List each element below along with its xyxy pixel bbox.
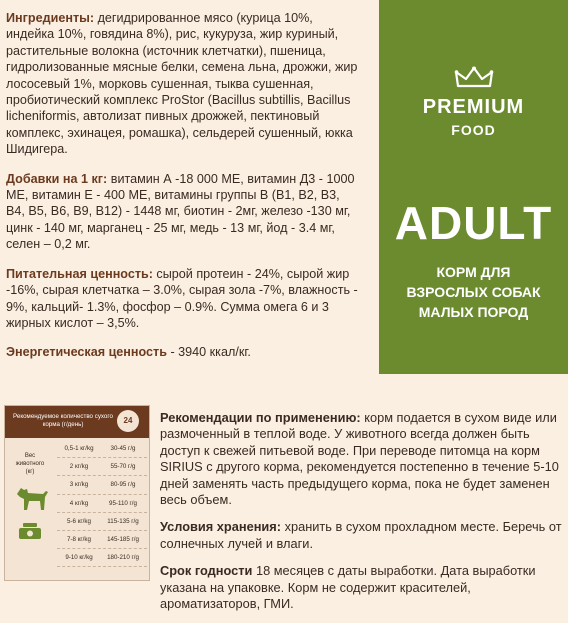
- feeding-row-weight: 9-10 кг/kg: [65, 554, 93, 562]
- nutrition-text: сырой протеин - 24%, сырой жир -16%, сырая клетчатка – 3.0%, сырая зола -7%, влажность - 9%, кальций- 1.3%, фосфор – 0.9%. Сумма омега 6 и 3 жирных кислот – 3,5%.: [6, 266, 358, 330]
- desc-line-1: КОРМ ДЛЯ: [436, 264, 511, 280]
- dog-icon: [11, 480, 51, 516]
- energy-label: Энергетическая ценность: [6, 345, 167, 360]
- product-description: [379, 262, 568, 322]
- food-label: FOOD: [451, 122, 496, 138]
- feeding-row-grams: 55-70 г/g: [110, 463, 136, 471]
- storage-paragraph: [160, 519, 564, 552]
- feeding-row: [57, 549, 147, 567]
- feeding-row-grams: 80-95 г/g: [110, 481, 136, 489]
- feeding-row-grams: 95-110 г/g: [109, 499, 137, 507]
- feeding-row: [57, 531, 147, 549]
- feeding-row-weight: 4 кг/kg: [69, 499, 89, 507]
- feeding-table-header: [5, 406, 149, 438]
- composition-column: [6, 10, 362, 374]
- desc-line-2: ВЗРОСЛЫХ СОБАК: [406, 284, 541, 300]
- additives-paragraph: [6, 171, 362, 253]
- usage-paragraph: [160, 410, 564, 508]
- feeding-row-weight: 0,5-1 кг/kg: [64, 445, 94, 452]
- shelf-text: 18 месяцев с даты выработки. Дата выработки указана на упаковке. Корм не содержит красителей, ароматизаторов, ГМИ.: [160, 563, 536, 612]
- feeding-row: [57, 458, 147, 476]
- brand-panel: [379, 0, 568, 374]
- ingredients-paragraph: [6, 10, 362, 158]
- recommendations-column: [160, 410, 564, 623]
- feeding-row-grams: 115-135 г/g: [107, 517, 139, 525]
- feeding-row-grams: 30-45 г/g: [110, 445, 136, 452]
- nutrition-label: Питательная ценность:: [6, 266, 153, 281]
- feeding-row: [57, 476, 147, 494]
- usage-label: Рекомендации по применению:: [160, 410, 361, 425]
- additives-text: витамин А -18 000 МЕ, витамин Д3 - 1000 МЕ, витамин Е - 400 МЕ, витамины группы В (B1, B2, B3, B4, B5, B6, B9, B12) - 1448 мг, биотин - 2мг, железо -130 мг, цинк - 140 мг, марганец - 25 мг, медь - 13 мг, йод - 3.4 мг, селен – 0,2 мг.: [6, 171, 355, 252]
- energy-text: - 3940 ккал/кг.: [166, 345, 251, 360]
- shelf-life-paragraph: [160, 563, 564, 612]
- storage-label: Условия хранения:: [160, 519, 282, 535]
- feeding-table: [4, 405, 150, 581]
- feeding-row-grams: 180-210 г/g: [107, 554, 139, 562]
- ingredients-text: дегидрированное мясо (курица 10%, индейка 10%, говядина 8%), рис, кукуруза, жир куриный, растительные волокна (источник клетчатки), пшеница, гидролизованные мясные белки, семена льна, дрожжи, жир лососевый 1%, морковь сушенная, тыква сушенная, пробиотический комплекс ProStor (Bacillus subtillis, Bacillus licheniformis, автолизат пивных дрожжей, пектиновый комплекс, эхинацея, ромашка), сельдерей сушенный, юкка Шидигера.: [6, 11, 358, 157]
- feeding-row-weight: 2 кг/kg: [69, 463, 89, 471]
- weight-axis-label: Вес животного (кг): [15, 453, 45, 475]
- feeding-table-title: Рекомендуемое количество сухого корма (г/день): [13, 413, 113, 428]
- feeding-row-weight: 7-8 кг/kg: [67, 535, 91, 543]
- feeding-row: [57, 513, 147, 531]
- storage-text: хранить в сухом прохладном месте. Беречь от солнечных лучей и влаги.: [160, 519, 562, 551]
- energy-paragraph: [6, 344, 362, 360]
- additives-label: Добавки на 1 кг:: [6, 171, 108, 186]
- feeding-row-grams: 145-185 г/g: [107, 535, 139, 543]
- usage-text: корм подается в сухом виде или размоченный в теплой воде. У животного всегда должен быть доступ к свежей питьевой воде. При переводе питомца на корм SIRIUS с другого корма, рекомендуется постепенно в течение 5-10 дней заменять часть предыдущего корма, пока не будет заменен весь объем.: [160, 410, 559, 508]
- feeding-row: [57, 440, 147, 458]
- crown-icon: [454, 66, 494, 90]
- feeding-row-weight: 3 кг/kg: [69, 481, 89, 489]
- premium-label: PREMIUM: [422, 96, 525, 118]
- feeding-row-weight: 5-6 кг/kg: [67, 517, 91, 525]
- shelf-label: Срок годности: [160, 563, 253, 579]
- ingredients-label: Ингредиенты:: [6, 11, 95, 25]
- feeding-rows: [57, 440, 147, 567]
- feeding-row: [57, 495, 147, 513]
- desc-line-3: МАЛЫХ ПОРОД: [418, 304, 529, 320]
- nutrition-paragraph: [6, 266, 362, 332]
- adult-title: ADULT: [394, 197, 553, 249]
- hours-badge: 24: [117, 410, 139, 432]
- scale-icon: [17, 522, 43, 540]
